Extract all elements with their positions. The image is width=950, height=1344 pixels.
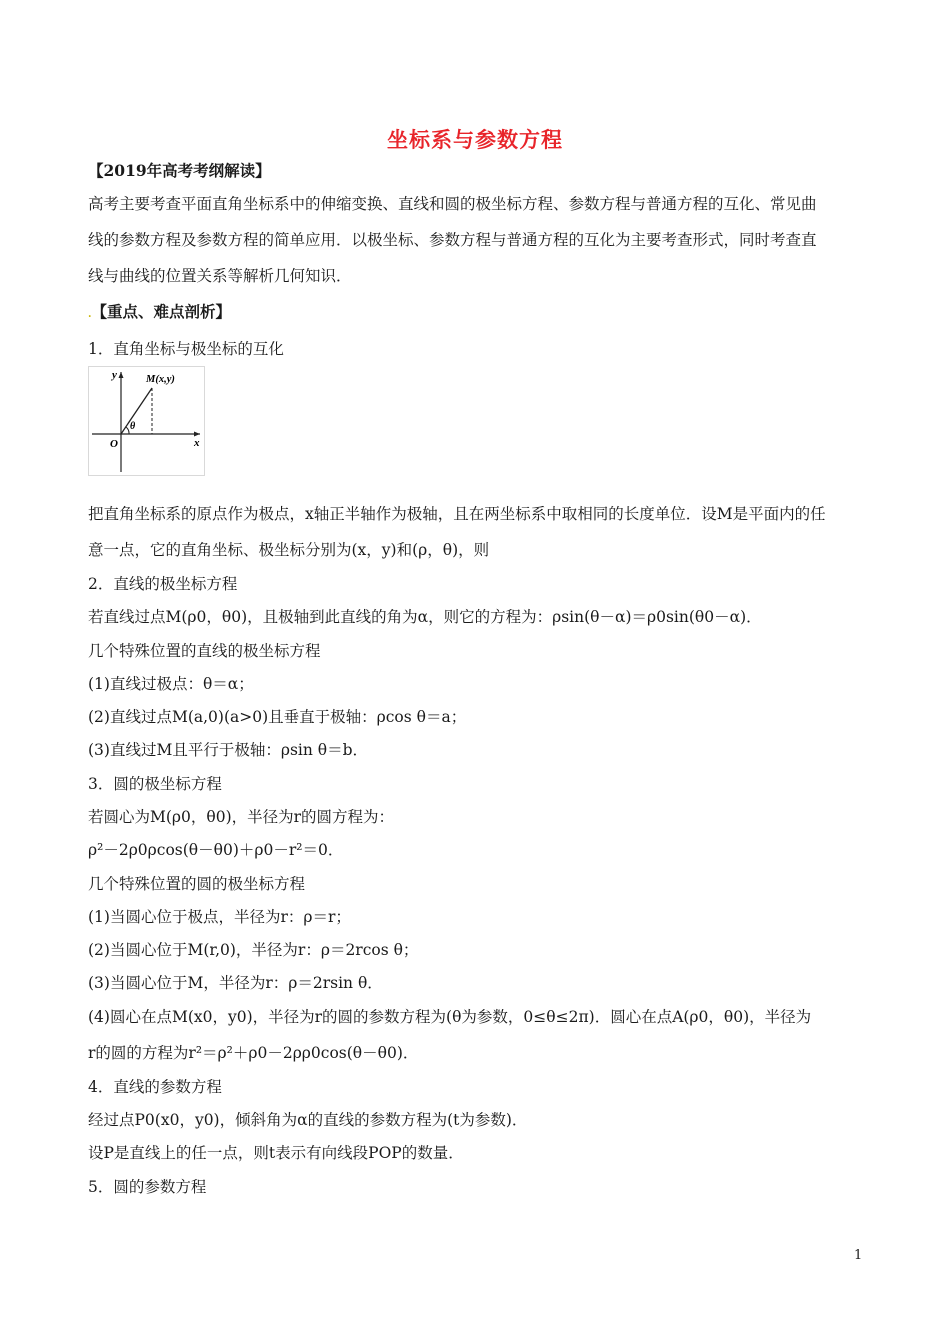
origin-label: O (110, 438, 118, 450)
y-axis-label: y (112, 369, 117, 381)
subsection-heading: 5．圆的参数方程 (88, 1178, 207, 1196)
subsection-heading: 1．直角坐标与极坐标的互化 (88, 340, 284, 358)
point-label: M(x,y) (146, 374, 175, 385)
paragraph-line: (1)当圆心位于极点，半径为r：ρ＝r； (88, 908, 351, 926)
subsection-heading: 2．直线的极坐标方程 (88, 575, 238, 593)
marker-dot: . (88, 309, 92, 320)
document-title: 坐标系与参数方程 (387, 128, 563, 152)
x-axis-label: x (194, 437, 200, 449)
paragraph-line: (1)直线过极点：θ＝α； (88, 675, 254, 693)
paragraph-line: 把直角坐标系的原点作为极点，x轴正半轴作为极轴，且在两坐标系中取相同的长度单位．设M是平面内的任 (88, 505, 826, 523)
subsection-heading: 3．圆的极坐标方程 (88, 775, 222, 793)
paragraph-line: r的圆的方程为r²＝ρ²＋ρ0－2ρρ0cos(θ－θ0)． (88, 1044, 419, 1062)
subsection-heading: 4．直线的参数方程 (88, 1078, 222, 1096)
paragraph-line: 意一点，它的直角坐标、极坐标分别为(x，y)和(ρ，θ)，则 (88, 541, 490, 559)
page-number: 1 (854, 1248, 863, 1263)
paragraph-line: 设P是直线上的任一点，则t表示有向线段POP的数量． (88, 1144, 464, 1162)
paragraph-line: 线与曲线的位置关系等解析几何知识． (88, 267, 352, 285)
section-heading-key-points: .【重点、难点剖析】 (88, 302, 231, 321)
paragraph-line: 若圆心为M(ρ0，θ0)，半径为r的圆方程为： (88, 808, 395, 826)
paragraph-line: 若直线过点M(ρ0，θ0)，且极轴到此直线的角为α，则它的方程为：ρsin(θ－α)＝ρ0sin(θ0－α)． (88, 608, 762, 626)
paragraph-line: 几个特殊位置的圆的极坐标方程 (88, 875, 306, 893)
paragraph-line: (3)直线过M且平行于极轴：ρsin θ＝b． (88, 741, 369, 759)
paragraph-line: (2)直线过点M(a,0)(a>0)且垂直于极轴：ρcos θ＝a； (88, 708, 467, 726)
section-heading-syllabus: 【2019年高考考纲解读】 (88, 161, 271, 180)
paragraph-line: 经过点P0(x0，y0)，倾斜角为α的直线的参数方程为(t为参数)． (88, 1111, 528, 1129)
angle-label: θ (130, 421, 136, 432)
paragraph-line: (2)当圆心位于M(r,0)，半径为r：ρ＝2rcos θ； (88, 941, 419, 959)
paragraph-line: 几个特殊位置的直线的极坐标方程 (88, 642, 321, 660)
equation-line: ρ²－2ρ0ρcos(θ－θ0)＋ρ0－r²＝0． (88, 841, 344, 859)
paragraph-line: (4)圆心在点M(x0，y0)，半径为r的圆的参数方程为(θ为参数，0≤θ≤2π)．圆心在点A(ρ0，θ0)，半径为 (88, 1008, 812, 1026)
paragraph-line: 高考主要考查平面直角坐标系中的伸缩变换、直线和圆的极坐标方程、参数方程与普通方程的互化、常见曲 (88, 195, 817, 213)
paragraph-line: (3)当圆心位于M，半径为r：ρ＝2rsin θ． (88, 974, 383, 992)
coordinate-figure (88, 366, 205, 476)
paragraph-line: 线的参数方程及参数方程的简单应用．以极坐标、参数方程与普通方程的互化为主要考查形式，同时考查直 (88, 231, 817, 249)
